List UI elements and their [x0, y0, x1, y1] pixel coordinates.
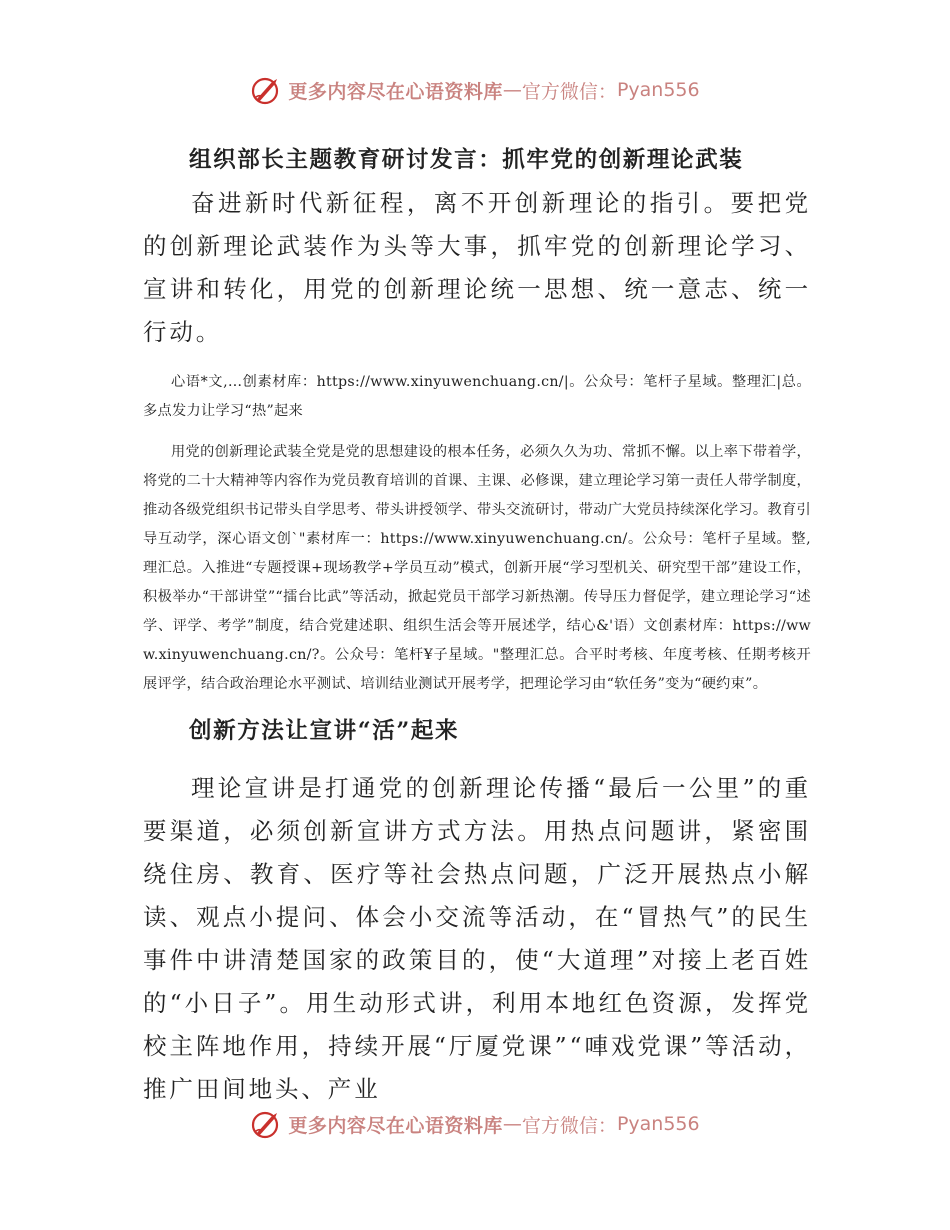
document-content [143, 138, 811, 1111]
note-paragraph: 心语*文,…创素材库：https://www.xinyuwenchuang.cn/|。公众号：笔杆子星域。整理汇|总。多点发力让学习“热”起来 [143, 374, 811, 419]
watermark-banner-bottom [0, 1102, 950, 1146]
pen-logo-icon [250, 1108, 282, 1140]
body-paragraph-2: 理论宣讲是打通党的创新理论传播“最后一公里”的重要渠道，必须创新宣讲方式方法。用热点问题讲，紧密围绕住房、教育、医疗等社会热点问题，广泛开展热点小解读、观点小提问、体会小交流等活动，在“冒热气”的民生事件中讲清楚国家的政策目的，使“大道理”对接上老百姓的“小日子”。用生动形式讲，利用本地红色资源，发挥党校主阵地作用，持续开展“厅厦党课”“唓戏党课”等活动，推广田间地头、产业 [143, 774, 811, 1103]
watermark-text: 更多内容尽在心语资料库 [288, 80, 503, 103]
intro-paragraph: 奋进新时代新征程，离不开创新理论的指引。要把党的创新理论武装作为头等大事，抓牢党的创新理论学习、宣讲和转化，用党的创新理论统一思想、统一意志、统一行动。 [143, 189, 811, 346]
body-paragraph-1: 用党的创新理论武装全党是党的思想建设的根本任务，必须久久为功、常抓不懈。以上率下带着学，将党的二十大精神等内容作为党员教育培训的首课、主课、必修课，建立理论学习第一责任人带学制度，推动各级党组织书记带头自学思考、带头讲授领学、带头交流研讨，带动广大党员持续深化学习。教育引导互动学，深心语文创`"素材库一：https://www.xinyuwenchuang.cn/。公众号：笔杆子星域。整,理汇总。入推进“专题授课+现场教学+学员互动”模式，创新开展“学习型机关、研究型干部”建设工作，积极举办“干部讲堂”“擂台比武”等活动，掀起党员干部学习新热潮。传导压力督促学，建立理论学习“述学、评学、考学”制度，结合党建述职、组织生活会等开展述学，结心&'语）文创素材库：https://www.xinyuwenchuang.cn/?。公众号：笔杆¥子星域。"整理汇总。合平时考核、年度考核、任期考核开展评学，结合政治理论水平测试、培训结业测试开展考学，把理论学习由“软任务”变为“硬约束”。 [143, 444, 811, 692]
watermark-wechat-label: 官方微信： [521, 80, 617, 103]
document-title: 组织部长主题教育研讨发言：抓牢党的创新理论武装 [189, 147, 744, 173]
watermark-wechat-label: 官方微信： [521, 1114, 617, 1137]
watermark-wechat-id: Pyan556 [616, 79, 700, 101]
watermark-wechat-id: Pyan556 [616, 1113, 700, 1135]
watermark-separator: — [502, 79, 522, 101]
watermark-banner-top [0, 68, 950, 112]
watermark-separator: — [502, 1113, 522, 1135]
section-heading: 创新方法让宣讲“活”起来 [189, 718, 460, 744]
watermark-text: 更多内容尽在心语资料库 [288, 1114, 503, 1137]
pen-logo-icon [250, 74, 282, 106]
